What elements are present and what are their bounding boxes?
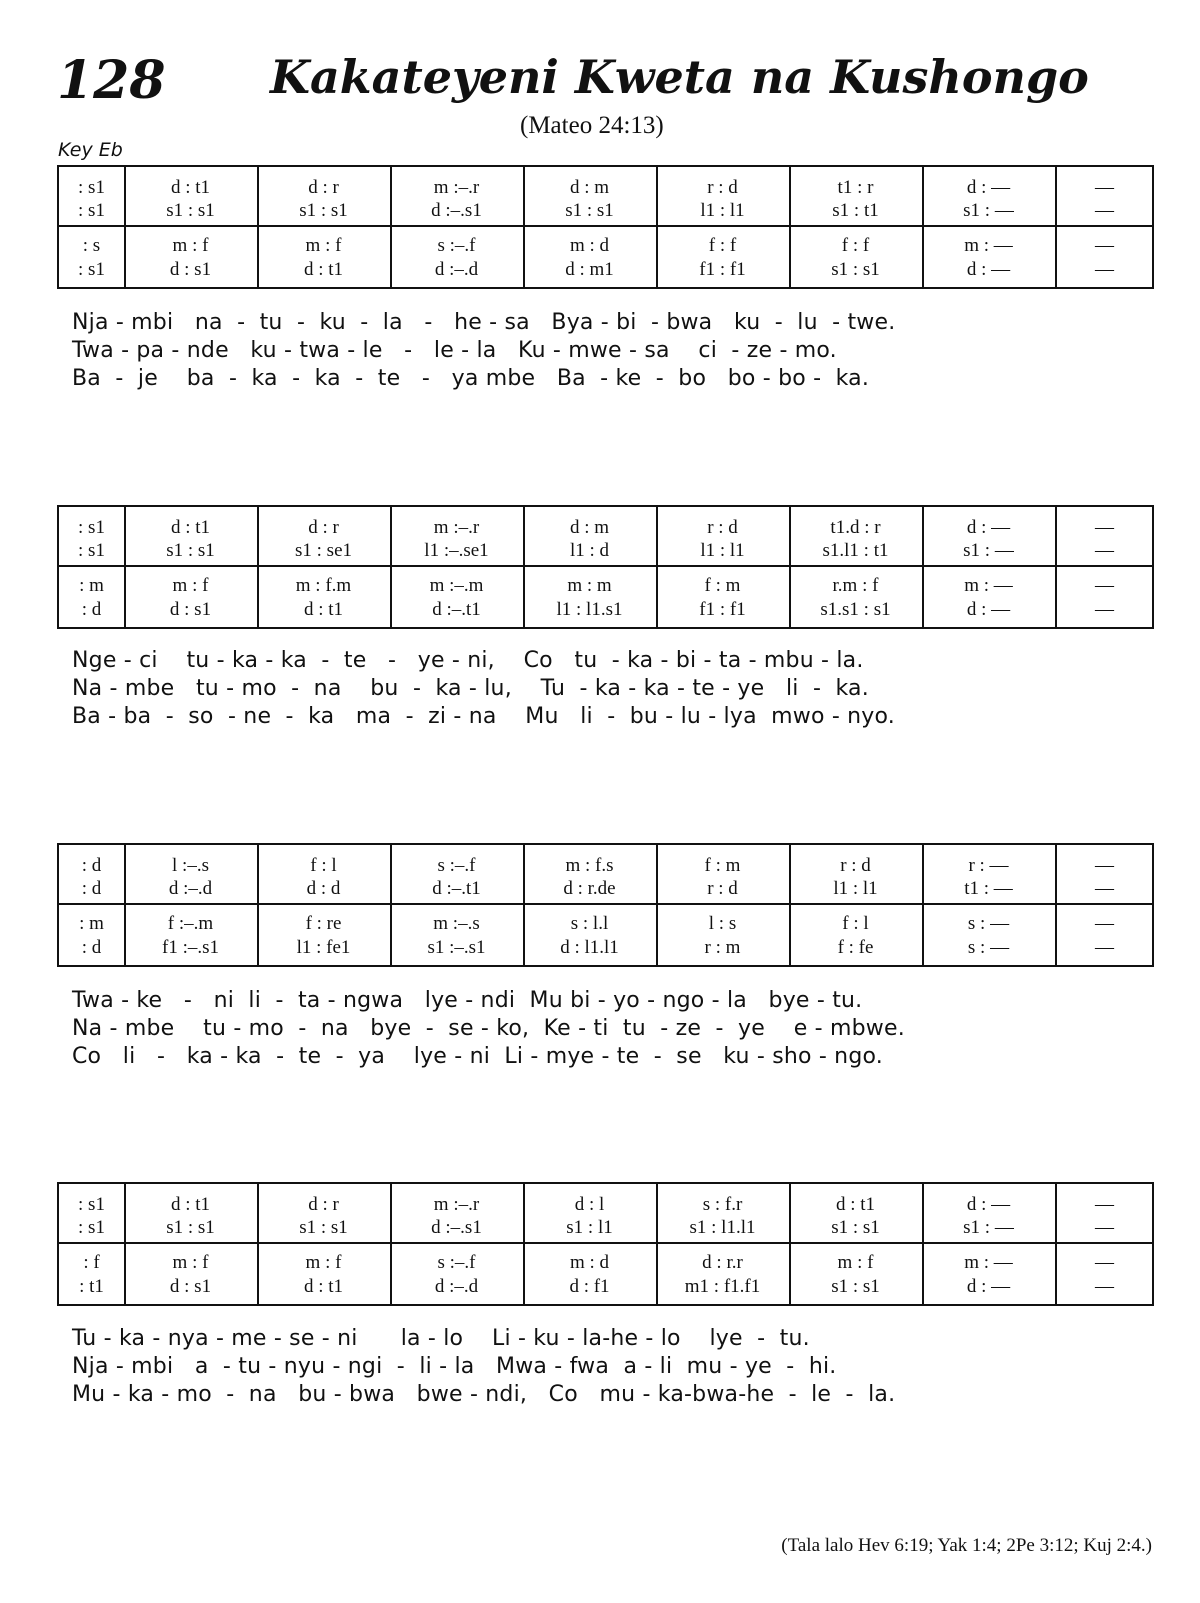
- note-cell: d : s1: [169, 599, 212, 620]
- note-cell: : s1: [78, 200, 105, 221]
- note-cell: s1 :–.s1: [427, 937, 486, 958]
- note-cell: —: [1095, 200, 1114, 221]
- note-cell: t1.d : r: [830, 517, 881, 538]
- note-cell: d :–.d: [168, 878, 213, 899]
- note-cell: d : r: [308, 1194, 339, 1215]
- note-cell: d : r.r: [702, 1252, 743, 1273]
- note-cell: d : —: [966, 259, 1011, 280]
- note-cell: f : f: [841, 235, 870, 256]
- note-cell: —: [1095, 599, 1114, 620]
- note-cell: d : —: [966, 1276, 1011, 1297]
- note-cell: l1 : l1.s1: [556, 599, 623, 620]
- note-cell: s1 : —: [963, 1217, 1014, 1238]
- lyric-line: Na - mbe tu - mo - na bu - ka - lu, Tu - ka - ka - te - ye li - ka.: [72, 676, 869, 701]
- note-cell: s1 : l1: [566, 1217, 613, 1238]
- note-cell: m : f: [172, 1252, 209, 1273]
- note-cell: —: [1095, 540, 1114, 561]
- note-cell: : s1: [78, 540, 105, 561]
- note-cell: d :–.s1: [431, 200, 482, 221]
- note-cell: m : f: [305, 1252, 342, 1273]
- note-cell: : s: [82, 235, 101, 256]
- key-signature: Key Eb: [58, 139, 123, 161]
- note-cell: d : t1: [835, 1194, 876, 1215]
- note-cell: l1 : l1: [833, 878, 878, 899]
- staff-system: [57, 843, 1154, 967]
- note-cell: f1 : f1: [699, 599, 746, 620]
- note-cell: d : s1: [169, 259, 212, 280]
- note-cell: m :–.r: [433, 177, 480, 198]
- note-cell: r : d: [707, 878, 738, 899]
- note-cell: s1 : s1: [166, 540, 215, 561]
- note-cell: d :–.t1: [432, 878, 481, 899]
- note-cell: d : —: [966, 177, 1011, 198]
- note-cell: s1 : s1: [831, 259, 880, 280]
- note-cell: f :–.m: [167, 913, 214, 934]
- note-cell: : d: [81, 878, 102, 899]
- note-cell: m :–.m: [429, 575, 484, 596]
- voice-divider: [59, 903, 1152, 905]
- note-cell: f : m: [704, 575, 741, 596]
- lyric-line: Twa - pa - nde ku - twa - le - le - la Ku - mwe - sa ci - ze - mo.: [72, 338, 837, 363]
- note-cell: d : —: [966, 599, 1011, 620]
- note-cell: d : t1: [303, 259, 344, 280]
- note-cell: s1 : l1.l1: [689, 1217, 756, 1238]
- note-cell: m : f.s: [565, 855, 614, 876]
- note-cell: s1 : s1: [299, 200, 348, 221]
- staff-system: [57, 165, 1154, 289]
- note-cell: d : m: [569, 177, 610, 198]
- note-cell: f1 : f1: [699, 259, 746, 280]
- note-cell: s1 : s1: [166, 1217, 215, 1238]
- note-cell: d : t1: [170, 177, 211, 198]
- note-cell: d : t1: [303, 1276, 344, 1297]
- note-cell: s1 : —: [963, 540, 1014, 561]
- note-cell: s : f.r: [702, 1194, 743, 1215]
- note-cell: : m: [79, 575, 104, 596]
- note-cell: d :–.s1: [431, 1217, 482, 1238]
- hymn-number: 128: [57, 50, 166, 111]
- note-cell: d : d: [306, 878, 341, 899]
- note-cell: f : f: [708, 235, 737, 256]
- note-cell: —: [1095, 235, 1114, 256]
- note-cell: d : r.de: [563, 878, 616, 899]
- note-cell: d :–.d: [434, 1276, 479, 1297]
- note-cell: d : l1.l1: [560, 937, 619, 958]
- note-cell: m :–.r: [433, 517, 480, 538]
- note-cell: f : l: [310, 855, 337, 876]
- note-cell: —: [1095, 575, 1114, 596]
- note-cell: d : m1: [565, 259, 614, 280]
- note-cell: m : d: [569, 1252, 610, 1273]
- note-cell: —: [1095, 517, 1114, 538]
- note-cell: l1 : d: [569, 540, 610, 561]
- note-cell: d :–.t1: [432, 599, 481, 620]
- note-cell: d : —: [966, 517, 1011, 538]
- note-cell: s :–.f: [437, 235, 476, 256]
- lyric-line: Co li - ka - ka - te - ya lye - ni Li - mye - te - se ku - sho - ngo.: [72, 1044, 883, 1069]
- note-cell: —: [1095, 1276, 1114, 1297]
- note-cell: m : —: [964, 575, 1013, 596]
- note-cell: f1 :–.s1: [162, 937, 219, 958]
- note-cell: —: [1095, 1194, 1114, 1215]
- note-cell: r : m: [704, 937, 741, 958]
- note-cell: d : t1: [170, 517, 211, 538]
- lyric-line: Nja - mbi a - tu - nyu - ngi - li - la Mwa - fwa a - li mu - ye - hi.: [72, 1354, 837, 1379]
- note-cell: l1 :–.se1: [424, 540, 489, 561]
- note-cell: m : —: [964, 235, 1013, 256]
- lyric-line: Na - mbe tu - mo - na bye - se - ko, Ke - ti tu - ze - ye e - mbwe.: [72, 1016, 905, 1041]
- staff-system: [57, 1182, 1154, 1306]
- note-cell: : d: [81, 599, 102, 620]
- note-cell: d : l: [574, 1194, 605, 1215]
- note-cell: l1 : l1: [700, 200, 745, 221]
- footnote: (Tala lalo Hev 6:19; Yak 1:4; 2Pe 3:12; Kuj 2:4.): [781, 1535, 1152, 1556]
- staff-system: [57, 505, 1154, 629]
- note-cell: : t1: [79, 1276, 104, 1297]
- note-cell: s1 : s1: [565, 200, 614, 221]
- note-cell: —: [1095, 855, 1114, 876]
- note-cell: d : t1: [170, 1194, 211, 1215]
- note-cell: d : r: [308, 177, 339, 198]
- note-cell: l : s: [708, 913, 737, 934]
- note-cell: d :–.d: [434, 259, 479, 280]
- note-cell: : s1: [78, 517, 105, 538]
- voice-divider: [59, 225, 1152, 227]
- note-cell: : s1: [78, 177, 105, 198]
- note-cell: d : s1: [169, 1276, 212, 1297]
- note-cell: m : f.m: [295, 575, 352, 596]
- note-cell: s1 : s1: [299, 1217, 348, 1238]
- note-cell: s1.s1 : s1: [820, 599, 891, 620]
- note-cell: : s1: [78, 1194, 105, 1215]
- note-cell: s1 : t1: [832, 200, 879, 221]
- note-cell: —: [1095, 259, 1114, 280]
- note-cell: s1 : —: [963, 200, 1014, 221]
- note-cell: d : f1: [569, 1276, 610, 1297]
- lyric-line: Mu - ka - mo - na bu - bwa bwe - ndi, Co mu - ka-bwa-he - le - la.: [72, 1382, 896, 1407]
- note-cell: m : d: [569, 235, 610, 256]
- note-cell: d : m: [569, 517, 610, 538]
- note-cell: —: [1095, 1217, 1114, 1238]
- note-cell: : s1: [78, 1217, 105, 1238]
- note-cell: l1 : fe1: [296, 937, 351, 958]
- note-cell: r : —: [968, 855, 1009, 876]
- note-cell: m :–.s: [433, 913, 480, 934]
- note-cell: f : fe: [837, 937, 874, 958]
- lyric-line: Nja - mbi na - tu - ku - la - he - sa Bya - bi - bwa ku - lu - twe.: [72, 310, 896, 335]
- note-cell: t1 : —: [964, 878, 1013, 899]
- note-cell: : m: [79, 913, 104, 934]
- lyric-line: Ba - je ba - ka - ka - te - ya mbe Ba - ke - bo bo - bo - ka.: [72, 366, 870, 391]
- note-cell: —: [1095, 1252, 1114, 1273]
- note-cell: s1 : s1: [831, 1217, 880, 1238]
- note-cell: m : m: [567, 575, 612, 596]
- note-cell: r.m : f: [832, 575, 879, 596]
- note-cell: d : —: [966, 1194, 1011, 1215]
- scripture-reference: (Mateo 24:13): [520, 112, 664, 139]
- lyric-line: Ba - ba - so - ne - ka ma - zi - na Mu li - bu - lu - lya mwo - nyo.: [72, 704, 895, 729]
- note-cell: s :–.f: [437, 1252, 476, 1273]
- note-cell: m :–.r: [433, 1194, 480, 1215]
- note-cell: f : m: [704, 855, 741, 876]
- note-cell: r : d: [707, 177, 738, 198]
- note-cell: —: [1095, 177, 1114, 198]
- lyric-line: Twa - ke - ni li - ta - ngwa lye - ndi Mu bi - yo - ngo - la bye - tu.: [72, 988, 863, 1013]
- note-cell: m : f: [172, 575, 209, 596]
- note-cell: m : f: [305, 235, 342, 256]
- note-cell: s : l.l: [570, 913, 609, 934]
- note-cell: s1 : se1: [295, 540, 352, 561]
- note-cell: s : —: [967, 937, 1010, 958]
- note-cell: : f: [83, 1252, 100, 1273]
- note-cell: —: [1095, 937, 1114, 958]
- note-cell: s : —: [967, 913, 1010, 934]
- note-cell: s :–.f: [437, 855, 476, 876]
- note-cell: m : f: [837, 1252, 874, 1273]
- note-cell: : d: [81, 937, 102, 958]
- note-cell: d : r: [308, 517, 339, 538]
- note-cell: —: [1095, 878, 1114, 899]
- note-cell: : s1: [78, 259, 105, 280]
- note-cell: r : d: [707, 517, 738, 538]
- voice-divider: [59, 1242, 1152, 1244]
- note-cell: m1 : f1.f1: [684, 1276, 761, 1297]
- note-cell: s1.l1 : t1: [822, 540, 889, 561]
- note-cell: m : f: [172, 235, 209, 256]
- lyric-line: Tu - ka - nya - me - se - ni la - lo Li - ku - la-he - lo lye - tu.: [72, 1326, 810, 1351]
- note-cell: f : l: [842, 913, 869, 934]
- note-cell: m : —: [964, 1252, 1013, 1273]
- note-cell: f : re: [305, 913, 342, 934]
- note-cell: r : d: [840, 855, 871, 876]
- note-cell: : d: [81, 855, 102, 876]
- note-cell: s1 : s1: [166, 200, 215, 221]
- voice-divider: [59, 565, 1152, 567]
- note-cell: s1 : s1: [831, 1276, 880, 1297]
- note-cell: t1 : r: [837, 177, 874, 198]
- note-cell: l :–.s: [172, 855, 209, 876]
- note-cell: —: [1095, 913, 1114, 934]
- lyric-line: Nge - ci tu - ka - ka - te - ye - ni, Co tu - ka - bi - ta - mbu - la.: [72, 648, 864, 673]
- hymn-title: Kakateyeni Kweta na Kushongo: [270, 50, 1089, 104]
- note-cell: d : t1: [303, 599, 344, 620]
- note-cell: l1 : l1: [700, 540, 745, 561]
